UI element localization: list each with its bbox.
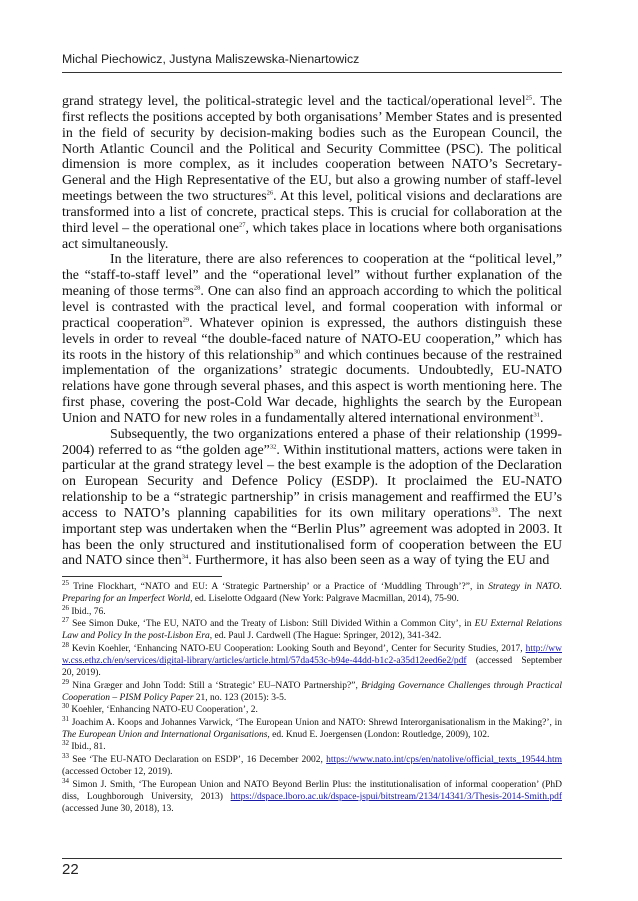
footnote-ref: 28 — [193, 284, 201, 292]
text-run: Nina Græger and John Todd: Still a ‘Strategic’ EU–NATO Partnership?”, — [72, 680, 362, 691]
footnote — [62, 751, 562, 779]
footnote — [62, 615, 563, 643]
text-run: (accessed September 20, 2019). — [62, 656, 562, 679]
footnote-number: 29 — [62, 677, 69, 686]
text-run: grand strategy level, the political-strategic level and the tactical/operational level — [62, 94, 526, 109]
footnote — [62, 640, 562, 680]
italic-title: EU External Relations Law and Policy In the post-Lisbon Era — [62, 619, 563, 642]
text-run: Ibid., 81. — [71, 742, 106, 753]
text-run: . Furthermore, it has also been seen as a way of tying the EU and — [188, 553, 550, 569]
paragraph — [62, 94, 562, 252]
footnote-ref: 31 — [533, 411, 541, 419]
footnote-ref: 33 — [491, 506, 498, 514]
footnote-ref: 27 — [239, 221, 246, 229]
text-run: Koehler, ‘Enhancing NATO-EU Cooperation’, 2. — [71, 705, 258, 716]
text-run: . The next important step was undertaken when the “Berlin Plus” agreement was adopted in 2003. It has been the only structured and institutionalised form of cooperation between the EU and NATO since then — [62, 505, 562, 569]
footnote-number: 27 — [62, 615, 69, 624]
text-run: Kevin Koehler, ‘Enhancing NATO-EU Cooperation: Looking South and Beyond’, Center for Security Studies, 2017, — [71, 643, 526, 654]
text-run: and which continues because of the restrained implementation of the organizations’ strategic documents. Undoubtedly, EU-NATO relations have gone through several phases, and this aspect is worth mentioning here. The first phase, covering the post-Cold War decade, highlights the search by the European Union and NATO for new roles in a fundamentally altered international environment — [62, 347, 563, 426]
text-run: Joachim A. Koops and Johannes Varwick, ‘The European Union and NATO: Shrewd Interorganisationalism in the Making?’, in — [71, 717, 563, 728]
footnote — [62, 776, 563, 816]
text-run: 21, no. 123 (2015): 3-5. — [193, 693, 287, 704]
text-run: Ibid., 76. — [71, 606, 106, 617]
text-run: Simon J. Smith, ‘The European Union and NATO Beyond Berlin Plus: the institutionalisation of informal cooperation’ (PhD diss, Loughborough University, 2013) — [62, 779, 563, 802]
text-run: . Whatever opinion is expressed, the authors distinguish these levels in order to reveal “the double-faced nature of NATO-EU cooperation,” which has its roots in the history of this relationship — [62, 315, 562, 363]
footnote — [62, 677, 562, 705]
text-run: , ed. Knud E. Joergensen (London: Routledge, 2009), 102. — [267, 730, 490, 741]
text-run: (accessed October 12, 2019). — [62, 767, 173, 778]
text-run: See ‘The EU-NATO Declaration on ESDP’, 16 December 2002, — [72, 754, 327, 765]
footnote-ref: 25 — [525, 94, 533, 102]
footnote-separator — [62, 576, 222, 577]
footnote-number: 33 — [62, 751, 69, 760]
text-run: Subsequently, the two organizations entered a phase of their relationship (1999-2004) referred to as “the golden age” — [62, 426, 562, 458]
footnotes — [62, 578, 563, 816]
paragraph — [62, 252, 562, 426]
footnote — [62, 714, 563, 742]
footnote-number: 25 — [62, 578, 69, 587]
text-run: . The first reflects the positions accepted by both organisations’ Member States and is presented in the field of security by decision-making bodies such as the European Council, the North Atlantic Council and the Political and Security Committee (PSC). The political dimension is more complex, as it includes cooperation between NATO’s Secretary-General and the High Representative of the EU, but also a growing number of staff-level meetings between the two structures — [62, 94, 562, 205]
footnote-number: 32 — [62, 739, 69, 748]
header-rule — [62, 72, 562, 73]
italic-title: Bridging Governance Challenges through Practical Cooperation – PISM Policy Paper — [62, 680, 562, 704]
text-run: Trine Flockhart, “NATO and EU: A ‘Strategic Partnership’ or a Practice of ‘Muddling Through’?”, in — [73, 582, 489, 592]
footnote-ref: 30 — [293, 347, 301, 355]
text-run: . Within institutional matters, actions were taken in particular at the grand strategy level – the best example is the adoption of the Declaration on European Security and Defence Policy (ESDP). It proclaimed the EU-NATO relationship to be a “strategic partnership” in crisis management and reaffirmed the EU’s access to NATO’s planning capabilities for its own military operations — [62, 442, 563, 521]
text-run: , ed. Liselotte Odgaard (New York: Palgrave Macmillan, 2014), 75-90. — [190, 594, 459, 605]
text-run: . — [540, 410, 544, 426]
citation-link[interactable]: https://dspace.lboro.ac.uk/dspace-jspui/bitstream/2134/14341/3/Thesis-2014-Smith.pdf — [230, 791, 562, 802]
italic-title: The European Union and International Organisations — [62, 730, 268, 741]
footnote — [62, 603, 562, 618]
text-run: , ed. Paul J. Cardwell (The Hague: Springer, 2012), 341-342. — [209, 631, 442, 642]
footnote-number: 30 — [62, 702, 69, 711]
footnote-number: 28 — [62, 640, 69, 649]
text-run: , which takes place in locations where both organisations act simultaneously. — [62, 220, 562, 252]
footnote-ref: 29 — [182, 316, 190, 324]
footnote-ref: 32 — [269, 442, 277, 450]
paragraph — [62, 427, 562, 570]
text-run: . At this level, political visions and declarations are transformed into a list of concrete, practical steps. This is crucial for collaboration at the third level – the operational one — [62, 189, 562, 236]
italic-title: Strategy in NATO. Preparing for an Imperfect World — [62, 582, 562, 605]
text-run: See Simon Duke, ‘The EU, NATO and the Treaty of Lisbon: Still Divided Within a Common City’, in — [72, 619, 475, 630]
running-head: Michal Piechowicz, Justyna Maliszewska-Nienartowicz — [62, 52, 360, 66]
text-run: (accessed June 30, 2018), 13. — [62, 804, 174, 815]
footnote — [62, 741, 562, 753]
footnote-number: 31 — [62, 714, 69, 723]
footnote-ref: 34 — [181, 553, 189, 561]
footnote — [62, 578, 562, 606]
footnote-number: 26 — [62, 603, 69, 612]
citation-link[interactable]: http://www.css.ethz.ch/en/services/digital-library/articles/article.html/57da453c-b94e-44dd-b1c2-a35d12eed6e2/pdf — [62, 643, 562, 667]
text-run: . One can also find an approach according to which the political level is contrasted with the practical level, and formal cooperation with informal or practical cooperation — [62, 284, 562, 331]
text-run: In the literature, there are also references to cooperation at the “political level,” the “staff-to-staff level” and the “operational level” without further explanation of the meaning of those terms — [62, 252, 562, 300]
footnote-ref: 26 — [266, 189, 274, 197]
citation-link[interactable]: https://www.nato.int/cps/en/natolive/official_texts_19544.htm — [326, 754, 562, 765]
footnote — [62, 704, 562, 716]
page-number: 22 — [62, 861, 79, 878]
footer-rule — [62, 858, 562, 859]
footnote-number: 34 — [62, 776, 69, 785]
body-text — [62, 94, 562, 569]
